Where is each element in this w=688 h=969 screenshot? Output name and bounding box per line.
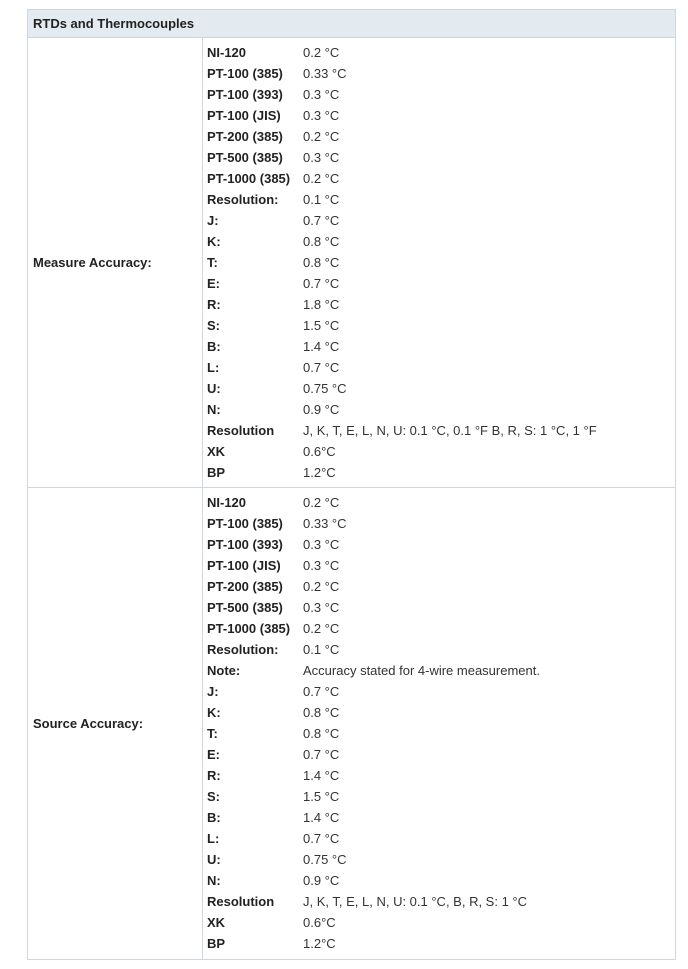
spec-value: Accuracy stated for 4-wire measurement. <box>303 663 540 678</box>
spec-key: PT-200 (385) <box>207 129 283 144</box>
spec-value: 1.4 °C <box>303 810 340 825</box>
spec-row <box>203 273 675 294</box>
table-header: RTDs and Thermocouples <box>28 10 675 38</box>
spec-key: L: <box>207 831 220 846</box>
spec-key: J: <box>207 684 219 699</box>
spec-value: 0.8 °C <box>303 726 340 741</box>
spec-value: 1.4 °C <box>303 339 340 354</box>
spec-row <box>203 126 675 147</box>
spec-value: 0.3 °C <box>303 558 340 573</box>
spec-key: Resolution: <box>207 192 279 207</box>
spec-key: PT-200 (385) <box>207 579 283 594</box>
spec-value: 0.6°C <box>303 444 336 459</box>
spec-key: E: <box>207 747 220 762</box>
spec-key: N: <box>207 402 221 417</box>
spec-row <box>203 105 675 126</box>
spec-key: U: <box>207 852 221 867</box>
spec-value: 0.33 °C <box>303 516 347 531</box>
spec-key: NI-120 <box>207 45 247 60</box>
spec-row <box>203 231 675 252</box>
spec-row <box>203 639 675 660</box>
measure-accuracy-section <box>28 38 675 488</box>
spec-key: Resolution: <box>207 642 279 657</box>
spec-row <box>203 828 675 849</box>
spec-value: 0.3 °C <box>303 87 340 102</box>
spec-row <box>203 336 675 357</box>
spec-row <box>203 702 675 723</box>
spec-row <box>203 399 675 420</box>
spec-key: PT-100 (JIS) <box>207 558 281 573</box>
spec-row <box>203 912 675 933</box>
spec-key: N: <box>207 873 221 888</box>
spec-value: 0.8 °C <box>303 234 340 249</box>
spec-row <box>203 147 675 168</box>
spec-key: Resolution <box>207 894 275 909</box>
spec-row <box>203 534 675 555</box>
section-rows <box>203 38 675 487</box>
spec-value: 0.2 °C <box>303 171 340 186</box>
spec-key: S: <box>207 318 220 333</box>
spec-value: J, K, T, E, L, N, U: 0.1 °C, B, R, S: 1 °C <box>303 894 528 909</box>
spec-key: B: <box>207 339 221 354</box>
spec-value: 0.33 °C <box>303 66 347 81</box>
spec-row <box>203 681 675 702</box>
spec-key: PT-100 (385) <box>207 66 283 81</box>
spec-value: 0.75 °C <box>303 381 347 396</box>
spec-row <box>203 63 675 84</box>
spec-key: PT-1000 (385) <box>207 621 291 636</box>
spec-row <box>203 933 675 954</box>
spec-row <box>203 618 675 639</box>
spec-key: B: <box>207 810 221 825</box>
spec-value: 1.2°C <box>303 465 336 480</box>
spec-key: XK <box>207 915 226 930</box>
spec-row <box>203 420 675 441</box>
spec-row <box>203 576 675 597</box>
spec-key: PT-100 (385) <box>207 516 283 531</box>
spec-row <box>203 462 675 483</box>
spec-key: J: <box>207 213 219 228</box>
source-accuracy-section <box>28 488 675 959</box>
spec-value: 0.3 °C <box>303 150 340 165</box>
spec-row <box>203 168 675 189</box>
spec-value: 0.3 °C <box>303 537 340 552</box>
spec-value: 0.3 °C <box>303 600 340 615</box>
spec-value: 0.9 °C <box>303 402 340 417</box>
spec-row <box>203 723 675 744</box>
spec-key: PT-500 (385) <box>207 600 283 615</box>
spec-row <box>203 252 675 273</box>
spec-value: 0.2 °C <box>303 495 340 510</box>
spec-key: R: <box>207 768 221 783</box>
spec-row <box>203 765 675 786</box>
spec-key: K: <box>207 234 221 249</box>
spec-value: 1.4 °C <box>303 768 340 783</box>
spec-value: 0.8 °C <box>303 255 340 270</box>
section-label: Measure Accuracy: <box>28 38 203 487</box>
spec-value: 0.9 °C <box>303 873 340 888</box>
spec-value: 0.2 °C <box>303 45 340 60</box>
spec-row <box>203 315 675 336</box>
spec-value: 0.8 °C <box>303 705 340 720</box>
spec-key: E: <box>207 276 220 291</box>
spec-key: PT-500 (385) <box>207 150 283 165</box>
spec-value: 0.7 °C <box>303 684 340 699</box>
spec-row <box>203 786 675 807</box>
spec-row <box>203 870 675 891</box>
spec-value: 0.2 °C <box>303 621 340 636</box>
spec-value: 0.75 °C <box>303 852 347 867</box>
spec-key: L: <box>207 360 220 375</box>
spec-key: PT-100 (JIS) <box>207 108 281 123</box>
spec-key: S: <box>207 789 220 804</box>
spec-value: 0.1 °C <box>303 642 340 657</box>
spec-value: 0.7 °C <box>303 276 340 291</box>
spec-row <box>203 441 675 462</box>
spec-value: 0.1 °C <box>303 192 340 207</box>
spec-value: 1.2°C <box>303 936 336 951</box>
spec-key: T: <box>207 726 218 741</box>
spec-value: J, K, T, E, L, N, U: 0.1 °C, 0.1 °F B, R, S: 1 °C, 1 °F <box>303 423 597 438</box>
spec-row <box>203 84 675 105</box>
spec-key: NI-120 <box>207 495 247 510</box>
spec-row <box>203 210 675 231</box>
spec-row <box>203 891 675 912</box>
section-label: Source Accuracy: <box>28 488 203 959</box>
spec-value: 0.7 °C <box>303 213 340 228</box>
spec-key: PT-100 (393) <box>207 537 283 552</box>
spec-row <box>203 357 675 378</box>
spec-row <box>203 42 675 63</box>
spec-row <box>203 492 675 513</box>
spec-key: R: <box>207 297 221 312</box>
spec-row <box>203 660 675 681</box>
spec-value: 0.2 °C <box>303 579 340 594</box>
spec-row <box>203 555 675 576</box>
spec-value: 0.7 °C <box>303 360 340 375</box>
spec-row <box>203 744 675 765</box>
specs-table <box>27 9 676 960</box>
spec-value: 0.2 °C <box>303 129 340 144</box>
spec-key: PT-1000 (385) <box>207 171 291 186</box>
spec-row <box>203 294 675 315</box>
spec-row <box>203 849 675 870</box>
spec-value: 0.3 °C <box>303 108 340 123</box>
spec-key: Resolution <box>207 423 275 438</box>
spec-row <box>203 597 675 618</box>
spec-value: 0.7 °C <box>303 831 340 846</box>
spec-key: K: <box>207 705 221 720</box>
spec-key: Note: <box>207 663 241 678</box>
spec-key: XK <box>207 444 226 459</box>
spec-key: U: <box>207 381 221 396</box>
spec-key: T: <box>207 255 218 270</box>
spec-key: PT-100 (393) <box>207 87 283 102</box>
spec-value: 1.5 °C <box>303 789 340 804</box>
spec-value: 1.5 °C <box>303 318 340 333</box>
spec-value: 1.8 °C <box>303 297 340 312</box>
spec-value: 0.6°C <box>303 915 336 930</box>
spec-row <box>203 189 675 210</box>
spec-key: BP <box>207 465 226 480</box>
spec-row <box>203 513 675 534</box>
section-rows <box>203 488 675 959</box>
spec-row <box>203 378 675 399</box>
spec-value: 0.7 °C <box>303 747 340 762</box>
spec-row <box>203 807 675 828</box>
spec-key: BP <box>207 936 226 951</box>
